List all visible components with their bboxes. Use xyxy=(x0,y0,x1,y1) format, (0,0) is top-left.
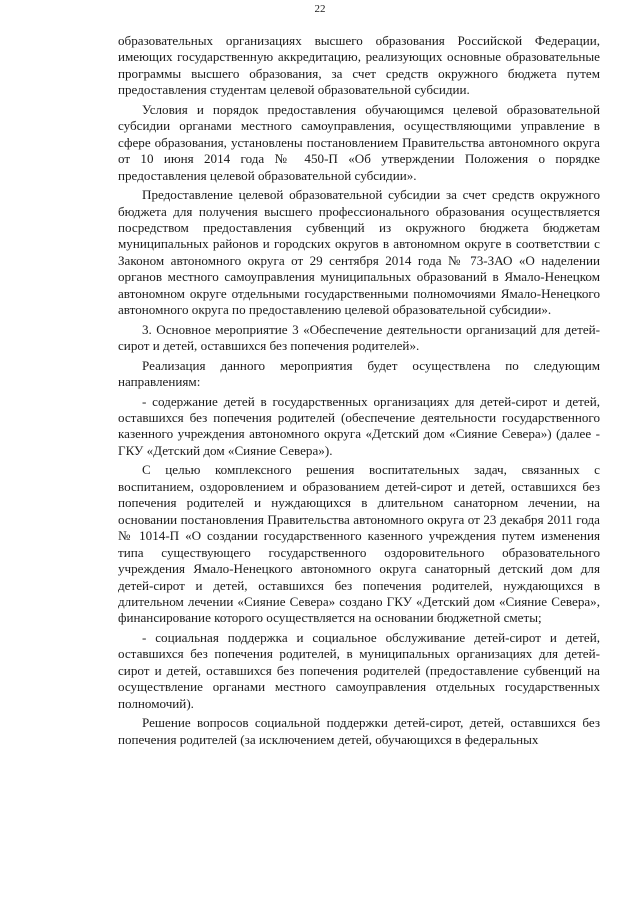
document-body xyxy=(118,33,600,751)
paragraph-implementation-directions: Реализация данного мероприятия будет осуществлена по следующим направлениям: xyxy=(118,357,600,390)
paragraph-orphanage-creation: С целью комплексного решения воспитательных задач, связанных с воспитанием, оздоровлением и образованием детей-сирот и детей, оставшихся без попечения родителей и нуждающихся в длительном санаторном лечении, на основании постановления Правительства автономного округа от 23 декабря 2011 года № 1014-П «О создании государственного казенного учреждения путем изменения типа существующего государственного оздоровительного образовательного учреждения Ямало-Ненецкого автономного округа санаторный детский дом для детей-сирот и детей, оставшихся без попечения родителей, нуждающихся в длительном лечении «Сияние Севера» создано ГКУ «Детский дом «Сияние Севера», финансирование которого осуществляется на основании бюджетной сметы; xyxy=(118,462,600,626)
page-number: 22 xyxy=(314,3,326,15)
paragraph-subsidy-provision: Предоставление целевой образовательной субсидии за счет средств окружного бюджета для получения высшего профессионального образования осуществляется посредством предоставления субвенций из окружного бюджета бюджетам муниципальных районов и городских округов в автономном округе в соответствии с Законом автономного округа от 29 сентября 2014 года № 73-ЗАО «О наделении органов местного самоуправления муниципальных образований в Ямало-Ненецком автономном округе отдельными государственными полномочиями Ямало-Ненецкого автономного округа по предоставлению целевой образовательной субсидии». xyxy=(118,187,600,318)
paragraph-continuation: образовательных организациях высшего образования Российской Федерации, имеющих государственную аккредитацию, реализующих основные образовательные программы высшего образования, за счет средств окружного бюджета путем предоставления студентам целевой образовательной субсидии. xyxy=(118,33,600,98)
paragraph-main-measure-3: 3. Основное мероприятие 3 «Обеспечение деятельности организаций для детей-сирот и детей, оставшихся без попечения родителей». xyxy=(118,321,600,354)
list-item-social-support: - социальная поддержка и социальное обслуживание детей-сирот и детей, оставшихся без попечения родителей, в муниципальных организациях для детей-сирот и детей, оставшихся без попечения родителей (предоставление субвенций на осуществление органами местного самоуправления отдельных государственных полномочий). xyxy=(118,629,600,711)
list-item-maintenance: - содержание детей в государственных организациях для детей-сирот и детей, оставшихся без попечения родителей (обеспечение деятельности государственного казенного учреждения автономного округа «Детский дом «Сияние Севера») (далее - ГКУ «Детский дом «Сияние Севера»). xyxy=(118,393,600,458)
paragraph-social-support-questions: Решение вопросов социальной поддержки детей-сирот, детей, оставшихся без попечения родителей (за исключением детей, обучающихся в федеральных xyxy=(118,715,600,747)
paragraph-subsidy-conditions: Условия и порядок предоставления обучающимся целевой образовательной субсидии органами местного самоуправления, осуществляющими управление в сфере образования, установлены постановлением Правительства автономного округа от 10 июня 2014 года № 450-П «Об утверждении Положения о порядке предоставления целевой образовательной субсидии». xyxy=(118,101,600,183)
